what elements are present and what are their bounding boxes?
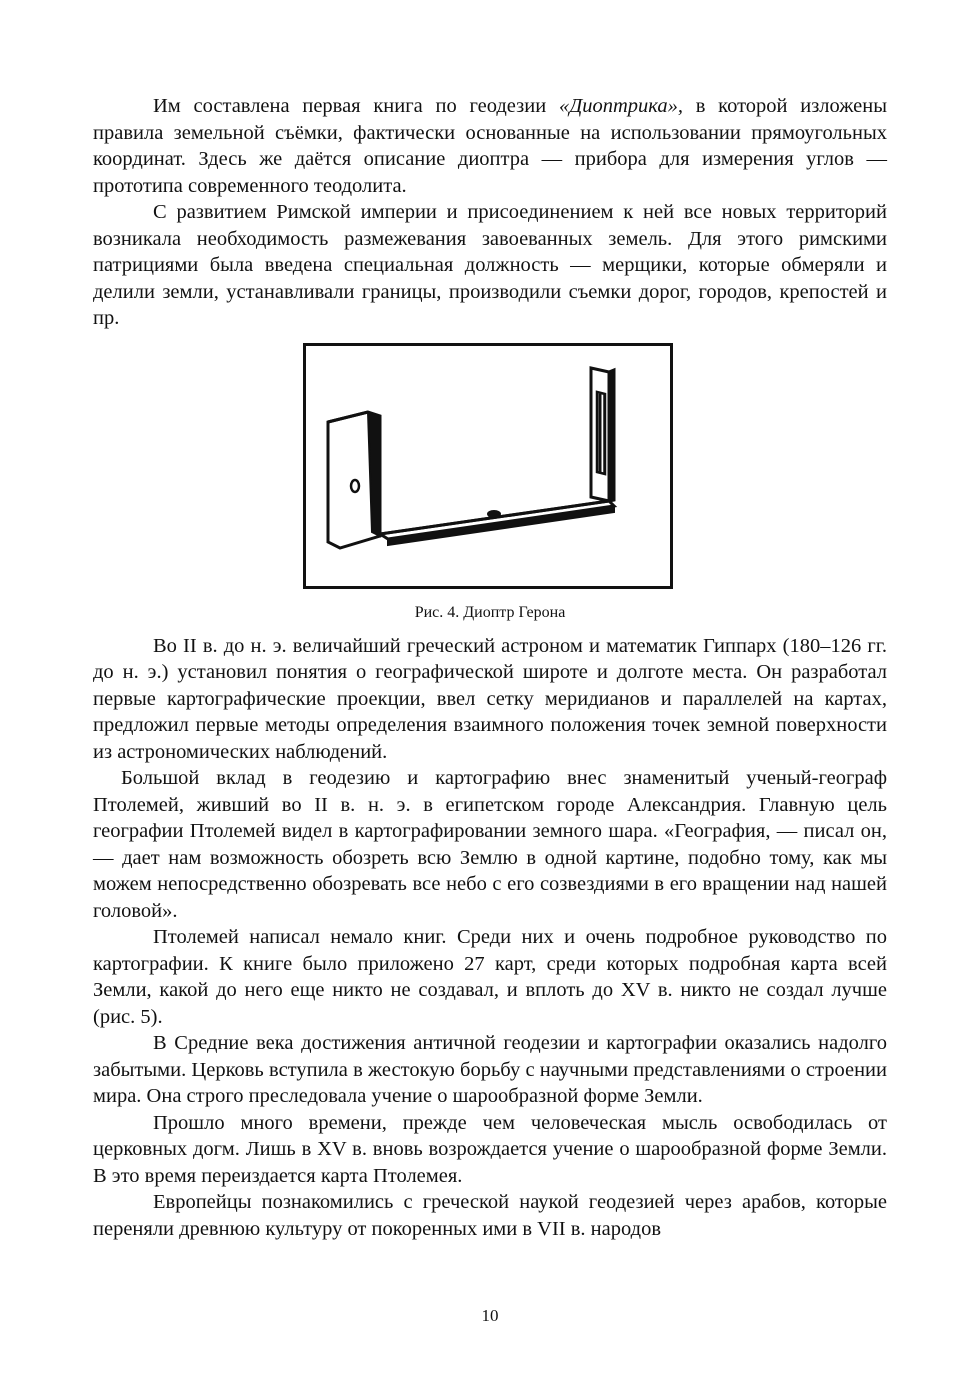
paragraph-1-text: Им составлена первая книга по геодезии (153, 95, 559, 117)
page-number: 10 (481, 1306, 499, 1325)
paragraph-1 (93, 93, 887, 199)
paragraph-3: Во II в. до н. э. величайший греческий астроном и математик Гиппарх (180–126 гг. до н. э.) установил понятия о географической широте и долготе места. Он разработал первые картографические проекции, ввел сетку меридианов и параллелей на картах, предложил первые методы определения взаимного положения точек земной поверхности из астрономических наблюдений. (93, 634, 887, 763)
figure (93, 343, 887, 593)
paragraph-1-text-cont: в которой изложены правила земельной съёмки, фактически основанные на использовании прямоугольных координат. Здесь же даётся описание диоптра — прибора для измерения углов — прототипа современного теодолита. (93, 95, 888, 197)
left-sight-plate (328, 412, 380, 548)
figure-frame (303, 343, 673, 589)
page-body (93, 93, 887, 1242)
paragraph-8: Европейцы познакомились с греческой наукой геодезией через арабов, которые переняли древнюю культуру от покоренных ими в VII в. народов (93, 1191, 887, 1240)
paragraph-7: Прошло много времени, прежде чем человеческая мысль освободилась от церковных догм. Лишь в XV в. вновь возрождается учение о шарообразной форме Земли. В это время переиздается карта Птолемея. (93, 1111, 887, 1187)
figure-caption: Рис. 4. Диоптр Герона (414, 603, 566, 621)
paragraph-6: В Средние века достижения античной геодезии и картографии оказались надолго забытыми. Церковь вступила в жестокую борьбу с научными представлениями о строении мира. Она строго преследовала учение о шарообразной форме Земли. (93, 1032, 887, 1107)
book-title-italic: «Диоптрика», (558, 95, 683, 117)
right-sight-plate (591, 368, 614, 501)
base-rail (380, 501, 614, 545)
paragraph-2: С развитием Римской империи и присоединением к ней все новых территорий возникала необходимость размежевания завоеванных земель. Для этого римскими патрициями была введена специальная должность — мерщики, которые обмеряли и делили земли, устанавливали границы, производили съемки дорог, городов, крепостей и пр. (93, 201, 887, 329)
base-hole-icon (487, 510, 501, 518)
sight-hole-icon (351, 480, 359, 492)
diopter-illustration (306, 346, 670, 586)
paragraph-4: Большой вклад в геодезию и картографию внес знаменитый ученый-географ Птолемей, живший во II в. н. э. в египетском городе Александрия. Главную цель географии Птолемей видел в картографировании земного шара. «География, — писал он, — дает нам возможность обозреть всю Землю в одной картине, подобно тому, как мы можем непосредственно обозревать все небо с его созвездиями в его вращении над нашей головой». (93, 767, 887, 922)
paragraph-5: Птолемей написал немало книг. Среди них и очень подробное руководство по картографии. К книге было приложено 27 карт, среди которых подробная карта всей Земли, какой до него еще никто не создавал, и вплоть до XV в. никто не создал лучше (рис. 5). (93, 926, 887, 1028)
